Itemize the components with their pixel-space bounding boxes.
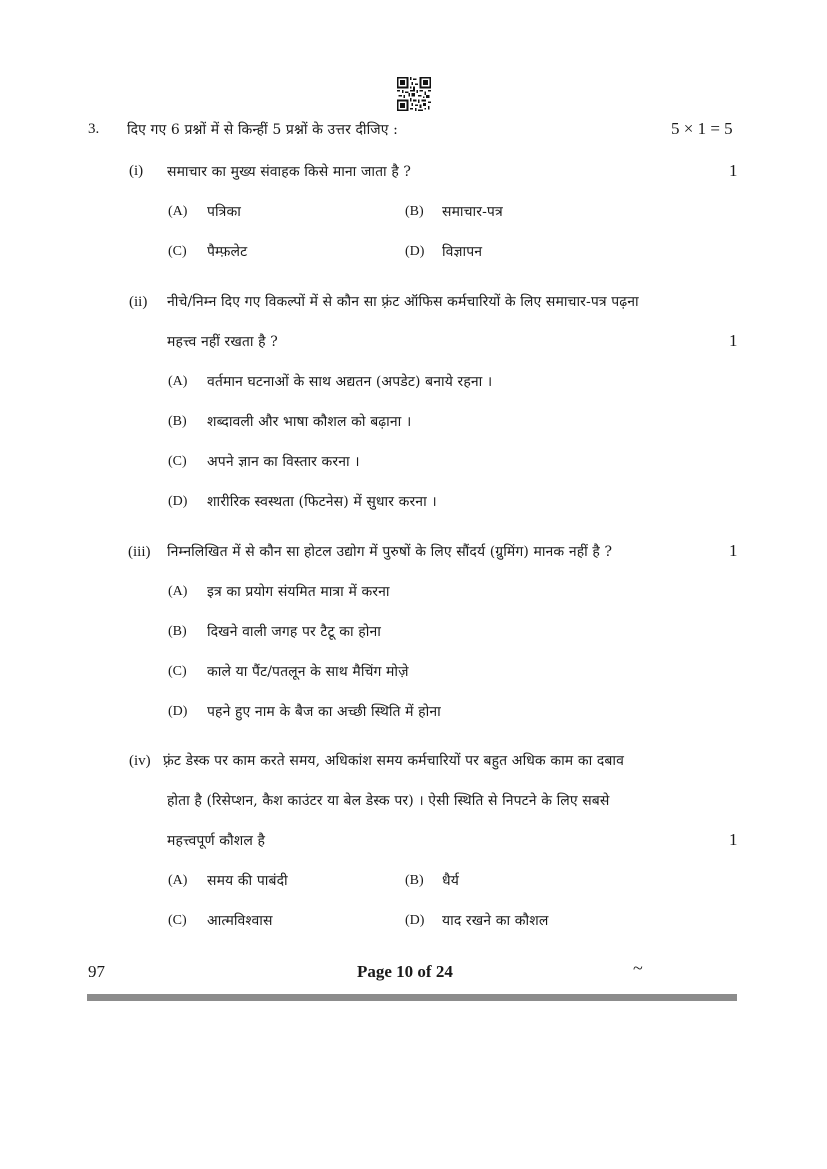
option-label: (C) [168,244,187,259]
subquestion-text: नीचे/निम्न दिए गए विकल्पों में से कौन सा फ़्रंट ऑफिस कर्मचारियों के लिए समाचार-पत्र पढ़ना [167,294,639,310]
option-text: दिखने वाली जगह पर टैटू का होना [207,624,381,640]
option-text: पैम्फ़लेट [207,244,248,260]
subquestion-marks: 1 [729,830,738,849]
subquestion-number: (iv) [129,753,151,769]
option-text: विज्ञापन [442,244,483,260]
option-text: शारीरिक स्वस्थता (फिटनेस) में सुधार करना । [207,494,437,510]
option-label: (C) [168,913,187,928]
paper-code: 97 [88,962,105,981]
option-label: (B) [405,873,424,888]
option-label: (C) [168,454,187,469]
question-marks-scheme: 5 × 1 = 5 [671,119,733,138]
option-label: (D) [168,494,188,509]
question-number: 3. [88,121,100,137]
subquestion-number: (i) [129,163,144,179]
question-instruction: दिए गए 6 प्रश्नों में से किन्हीं 5 प्रश्नों के उत्तर दीजिए : [127,122,398,138]
option-text: धैर्य [442,873,459,889]
option-text: वर्तमान घटनाओं के साथ अद्यतन (अपडेट) बनाये रहना । [207,374,493,390]
subquestion-number: (ii) [129,294,148,310]
page-number: Page 10 of 24 [357,962,453,981]
option-text: आत्मविश्वास [207,913,273,929]
option-label: (A) [168,873,188,888]
qr-code [397,77,431,111]
subquestion-marks: 1 [729,331,738,350]
option-text: पहने हुए नाम के बैज का अच्छी स्थिति में होना [207,704,441,720]
option-text: याद रखने का कौशल [442,913,549,929]
option-label: (A) [168,374,188,389]
subquestion-marks: 1 [729,161,738,180]
option-label: (D) [405,244,425,259]
option-label: (B) [168,624,187,639]
option-label: (B) [405,204,424,219]
option-text: पत्रिका [207,204,241,220]
subquestion-text: फ़्रंट डेस्क पर काम करते समय, अधिकांश समय कर्मचारियों पर बहुत अधिक काम का दबाव [163,753,624,769]
subquestion-text: होता है (रिसेप्शन, कैश काउंटर या बेल डेस्क पर) । ऐसी स्थिति से निपटने के लिए सबसे [167,793,610,809]
subquestion-text: निम्नलिखित में से कौन सा होटल उद्योग में पुरुषों के लिए सौंदर्य (ग्रुमिंग) मानक नहीं है ? [167,544,613,560]
option-text: इत्र का प्रयोग संयमित मात्रा में करना [207,584,390,600]
option-text: शब्दावली और भाषा कौशल को बढ़ाना । [207,414,412,430]
option-label: (C) [168,664,187,679]
option-text: अपने ज्ञान का विस्तार करना । [207,454,360,470]
option-label: (D) [405,913,425,928]
option-label: (A) [168,584,188,599]
subquestion-text: महत्त्व नहीं रखता है ? [167,334,278,350]
option-label: (B) [168,414,187,429]
option-text: समाचार-पत्र [442,204,503,220]
option-text: समय की पाबंदी [207,873,288,889]
option-label: (D) [168,704,188,719]
subquestion-text: महत्त्वपूर्ण कौशल है [167,833,265,849]
option-text: काले या पैंट/पतलून के साथ मैचिंग मोज़े [207,664,409,680]
subquestion-marks: 1 [729,541,738,560]
subquestion-number: (iii) [128,544,151,560]
footer-rule [87,994,737,1001]
option-label: (A) [168,204,188,219]
footer-mark: ~ [633,958,643,978]
subquestion-text: समाचार का मुख्य संवाहक किसे माना जाता है ? [167,164,412,180]
